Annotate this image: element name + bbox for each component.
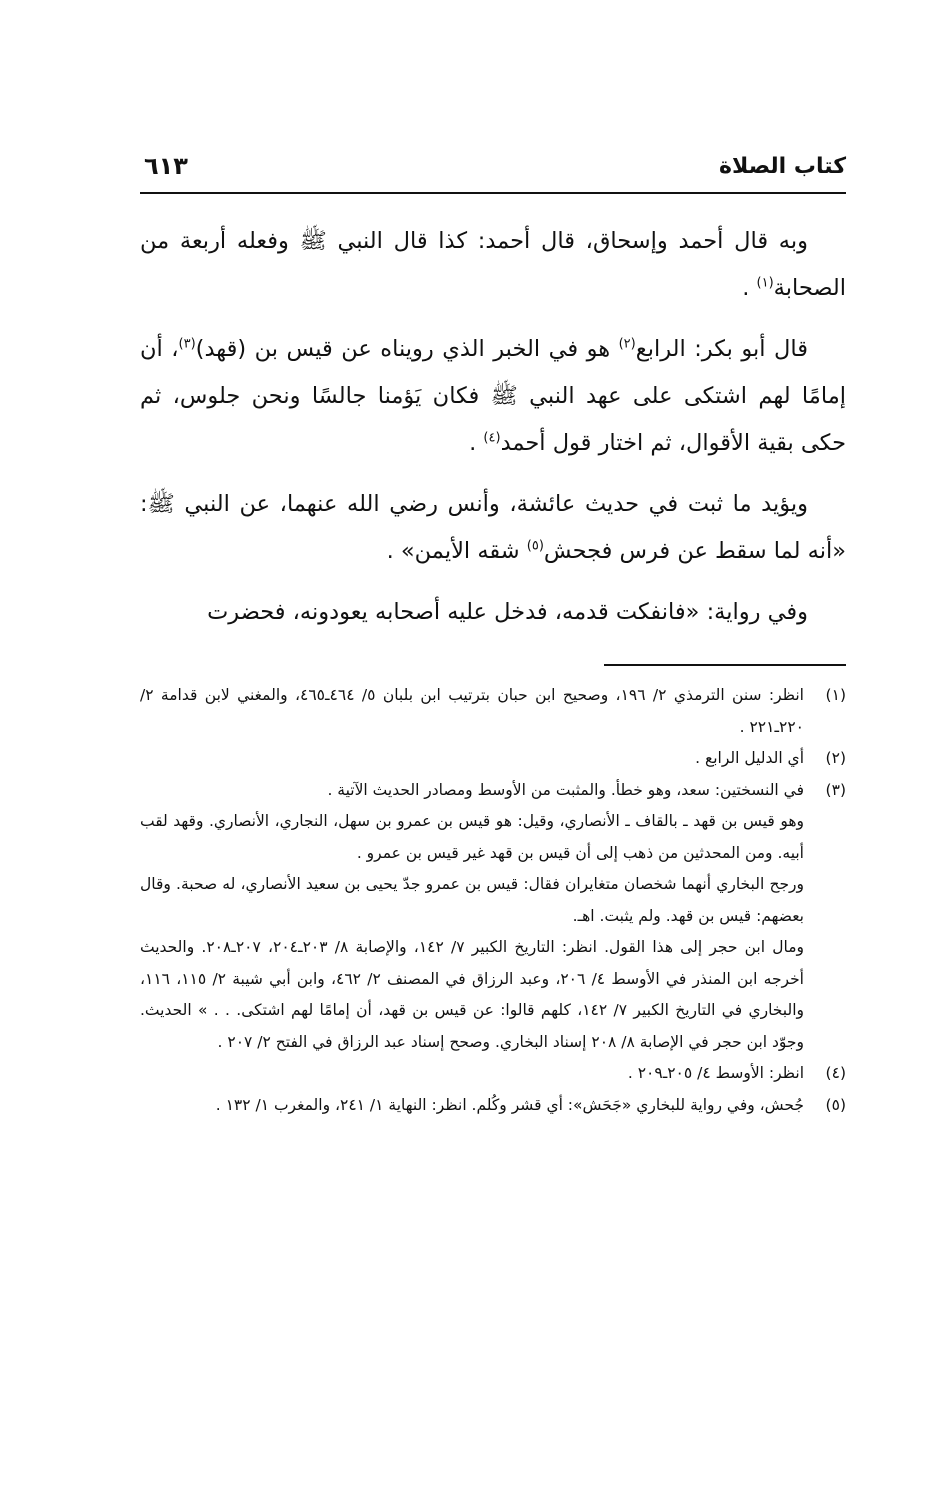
footnote [140, 775, 846, 1059]
footnote-number: (١) [825, 686, 846, 704]
footnote-text: انظر: الأوسط ٤/ ٢٠٥ـ٢٠٩ . [627, 1064, 804, 1082]
footnote-body [140, 775, 804, 1059]
footnote-text: ومال ابن حجر إلى هذا القول. انظر: التاريخ الكبير ٧/ ١٤٢، والإصابة ٨/ ٢٠٣ـ٢٠٤، ٢٠٧ـ٢٠٨. والحديث أخرجه ابن المنذر في الأوسط ٤/ ٢٠٦، وعبد الرزاق في المصنف ٢/ ٤٦٢، وابن أبي شيبة ٢/ ١١٥، ١١٦، والبخاري في التاريخ الكبير ٧/ ١٤٢، كلهم قالوا: عن قيس بن قهد، أن إمامًا لهم اشتكى. . . » الحديث. وجوّد ابن حجر في الإصابة ٨/ ٢٠٨ إسناد البخاري. وصحح إسناد عبد الرزاق في الفتح ٢/ ٢٠٧ . [140, 938, 805, 1051]
paragraph-text: ، أن إمامًا لهم اشتكى على عهد النبي ﷺ فكان يَؤمنا جالسًا ونحن جلوس، ثم حكى بقية الأقوال، ثم اختار قول أحمد [140, 336, 846, 456]
footnotes [140, 680, 846, 1121]
footnote-body [140, 1090, 804, 1122]
paragraph-text: ويؤيد ما ثبت في حديث عائشة، وأنس رضي الله عنهما، عن النبي ﷺ: «أنه لما سقط عن فرس فجحش [140, 491, 846, 564]
footnote-number: (٤) [825, 1064, 846, 1082]
paragraph-text: هو في الخبر الذي رويناه عن قيس بن (قهد) [195, 336, 619, 362]
footnote [140, 680, 846, 743]
paragraph-text: شقه الأيمن» . [386, 538, 527, 564]
footnote-text: جُحش، وفي رواية للبخاري «جَحَش»: أي قشر وكُلم. انظر: النهاية ١/ ٢٤١، والمغرب ١/ ١٣٢ . [215, 1095, 804, 1114]
footnote-text: في النسختين: سعد، وهو خطأ. والمثبت من الأوسط ومصادر الحديث الآتية . [327, 780, 804, 799]
paragraph-text: . [742, 275, 757, 301]
footnote-ref: (٣) [178, 336, 196, 352]
paragraph-text: قال أبو بكر: الرابع [635, 336, 808, 362]
main-text [140, 218, 846, 636]
footnote-number: (٢) [825, 749, 846, 767]
paragraph-text: . [469, 430, 484, 456]
paragraph [140, 589, 846, 636]
paragraph [140, 326, 846, 467]
footnote-ref: (٥) [526, 538, 544, 554]
footnote-text: ورجح البخاري أنهما شخصان متغايران فقال: قيس بن عمرو جدّ يحيى بن سعيد الأنصاري، له صحبة. وقال بعضهم: قيس بن قهد. ولم يثبت. اهـ. [140, 875, 804, 925]
footnote [140, 1058, 846, 1090]
footnote-number: (٣) [825, 780, 846, 799]
footnote-number: (٥) [825, 1095, 846, 1114]
footnote-separator [604, 664, 846, 666]
paragraph [140, 481, 846, 575]
paragraph [140, 218, 846, 312]
footnote-text: انظر: سنن الترمذي ٢/ ١٩٦، وصحيح ابن حبان بترتيب ابن بلبان ٥/ ٤٦٤ـ٤٦٥، والمغني لابن قدامة ٢/ ٢٢٠ـ٢٢١ . [140, 686, 804, 736]
paragraph-text: وفي رواية: «فانفكت قدمه، فدخل عليه أصحابه يعودونه، فحضرت [207, 599, 808, 625]
page-number: ٦١٣ [144, 152, 188, 180]
paragraph-text: وبه قال أحمد وإسحاق، قال أحمد: كذا قال النبي ﷺ وفعله أربعة من الصحابة [140, 228, 846, 301]
running-header [140, 152, 846, 194]
footnote-body [140, 1058, 804, 1090]
footnote-text: وهو قيس بن قهد ـ بالقاف ـ الأنصاري، وقيل: هو قيس بن عمرو بن سهل، النجاري، الأنصاري. وقهد لقب أبيه. ومن المحدثين من ذهب إلى أن قيس بن قهد غير قيس بن عمرو . [140, 812, 804, 862]
footnote-ref: (٤) [483, 430, 501, 446]
footnote-body [140, 743, 804, 775]
footnote-ref: (١) [756, 275, 774, 291]
footnote-text: أي الدليل الرابع . [695, 749, 804, 767]
footnote [140, 743, 846, 775]
footnote [140, 1090, 846, 1122]
chapter-title: كتاب الصلاة [719, 154, 846, 179]
footnote-ref: (٢) [618, 336, 636, 352]
footnote-body [140, 680, 804, 743]
